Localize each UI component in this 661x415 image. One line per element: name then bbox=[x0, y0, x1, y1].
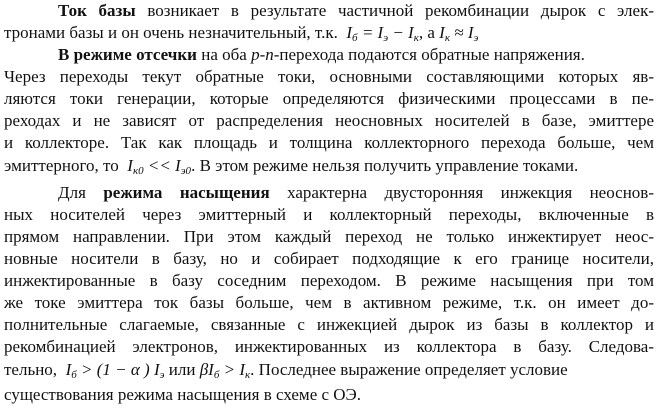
p2-line-3: ляются токи генерации, которые определяются физическими процессами в пе- bbox=[4, 89, 654, 108]
p3-line-3: прямом направлении. При этом каждый переход не только инжектирует неос- bbox=[4, 227, 654, 246]
p3-line-1: Для режима насыщения характерна двусторонняя инжекция неоснов- bbox=[58, 183, 654, 202]
p3-line-7: полнительные слагаемые, связанные с инжекцией дырок из базы в коллектор и bbox=[4, 315, 654, 334]
formula-saturation-1: $I_б > (1 - \alpha$ ) $I_э$ bbox=[65, 360, 165, 381]
formula-saturation-2: $\beta I_б > I_к$ bbox=[199, 360, 251, 381]
p3-line-6: же токе эмиттера ток базы больше, чем в активном режиме, т.к. он имеет до- bbox=[4, 293, 654, 312]
p3-line-8: рекомбинацией электронов, инжектированных из коллектора в базу. Следова- bbox=[4, 337, 654, 356]
p1-line-2: тронами базы и он очень незначительный, т.к. $I_б = I_э - I_к$, а $I_к \approx I_э$ bbox=[4, 23, 479, 44]
formula-base-current: $I_б = I_э - I_к$ bbox=[346, 23, 419, 44]
term-cutoff-mode: В режиме отсечки bbox=[58, 45, 197, 64]
term-saturation-mode: режима насыщения bbox=[103, 183, 270, 202]
p3-line-10: существования режима насыщения в схеме с ОЭ. bbox=[4, 385, 362, 404]
formula-collector-approx: $I_к \approx I_э$ bbox=[439, 23, 479, 44]
p3-line-9: тельно, $I_б > (1 - \alpha$ ) $I_э$ или $\beta I_б > I_к$. Последнее выражение определяет условие bbox=[4, 360, 568, 381]
term-base-current: Ток базы bbox=[58, 1, 136, 20]
p2-line-5: и коллекторе. Так как площадь и толщина коллекторного перехода больше, чем bbox=[4, 133, 654, 152]
formula-reverse-currents: $I_{к0} << I_{э0}$ bbox=[127, 156, 192, 177]
p1-text-2: тронами базы и он очень незначительный, т.к. bbox=[4, 23, 338, 42]
p2-line-6: эмиттерного, то $I_{к0} << I_{э0}$. В этом режиме нельзя получить управление токами. bbox=[4, 156, 579, 177]
p2-line-1: В режиме отсечки на оба p-n-перехода подаются обратные напряжения. bbox=[58, 45, 585, 64]
p3-line-4: новные носители в базу, но и собирает подходящие к его границе носители, bbox=[4, 249, 654, 268]
p3-line-2: ных носителей через эмиттерный и коллекторный переходы, включенные в bbox=[4, 205, 654, 224]
p1-line-1 bbox=[4, 0, 654, 22]
p1-text: возникает в результате частичной рекомбинации дырок с элек- bbox=[135, 1, 654, 20]
p3-line-5: инжектированные в базу соседним переходом. В режиме насыщения при том bbox=[4, 271, 654, 290]
pn-junction-term: p-n bbox=[251, 45, 274, 64]
p2-line-4: реходах и не зависят от распределения неосновных носителей в базе, эмиттере bbox=[4, 111, 654, 130]
p2-line-2: Через переходы текут обратные токи, основными составляющими которых яв- bbox=[4, 67, 654, 86]
